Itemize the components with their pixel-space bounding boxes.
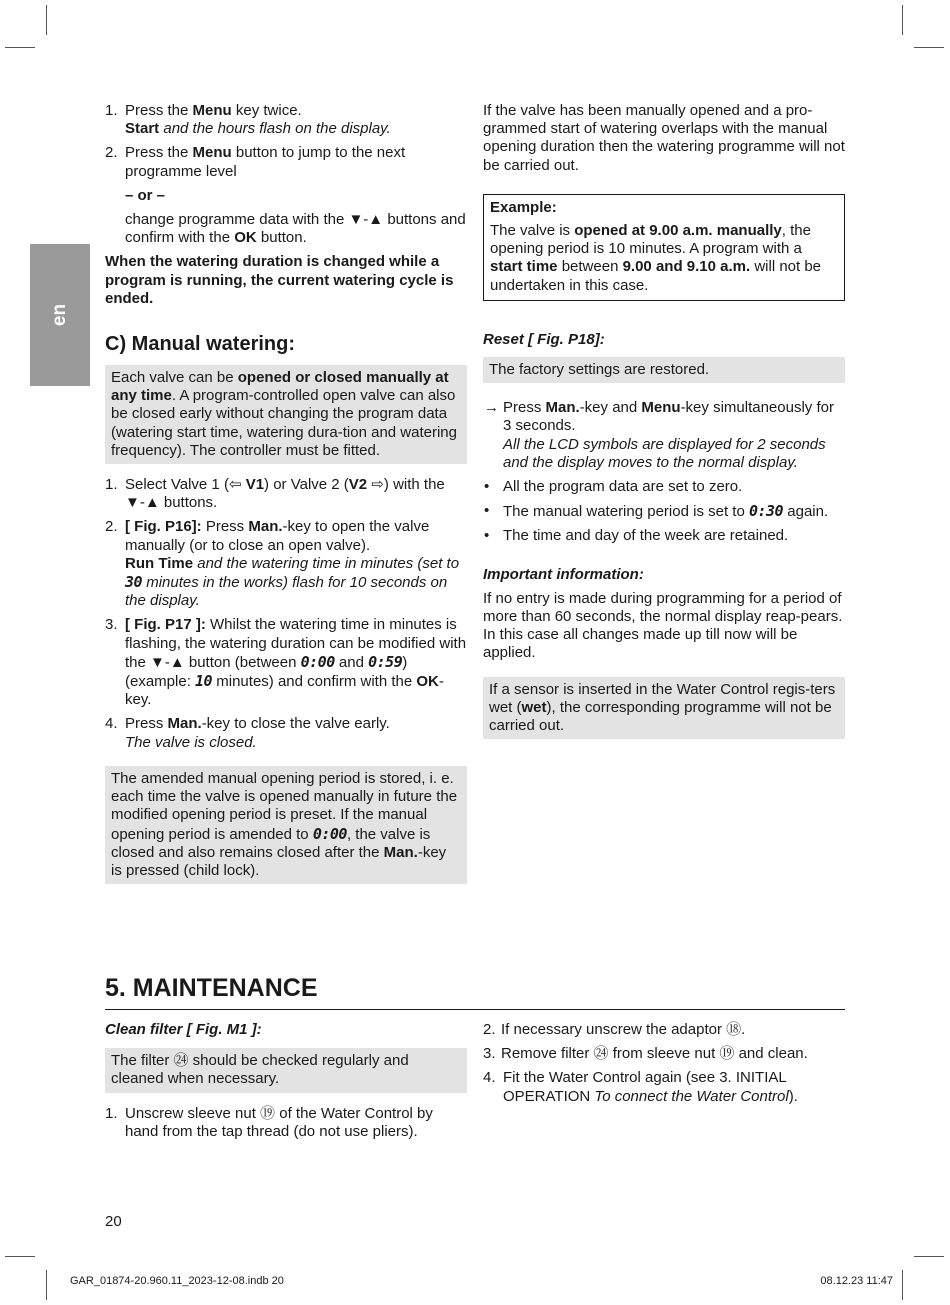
step-result: All the LCD symbols are displayed for 2 seconds and the display moves to the normal display.	[503, 435, 826, 471]
step-text: -key.	[125, 673, 444, 709]
list-item	[483, 1045, 845, 1063]
crop-mark	[5, 47, 35, 48]
list-item	[483, 502, 845, 521]
list-item	[483, 399, 845, 472]
key-name: Menu	[641, 399, 681, 417]
valve-label: V2	[348, 476, 368, 494]
key-name: Man.	[383, 843, 418, 861]
manual-steps	[105, 476, 467, 752]
example-text: will not be undertaken in this case.	[490, 258, 822, 294]
step-result: and the watering time in minutes (set to	[193, 554, 460, 572]
step-number: 2.	[105, 144, 118, 162]
menu-steps	[105, 102, 467, 247]
important-text: If no entry is made during programming for a period of more than 60 seconds, the normal display reap-pears. In this case all changes made up till now will be applied.	[483, 589, 843, 662]
step-text: change programme data with the ▼-▲ buttons and confirm with the	[125, 211, 466, 247]
arrow-right-icon: ⇨	[367, 476, 384, 494]
figure-ref: [ Fig. P17 ]:	[125, 616, 206, 634]
display-label: Start	[125, 120, 160, 138]
step-text: Press the	[125, 102, 193, 119]
figure-ref: [ Fig. P16]:	[125, 518, 202, 536]
list-item	[105, 144, 467, 247]
info-box: The filter ㉔ should be checked regularly and cleaned when necessary.	[105, 1048, 467, 1092]
step-text: key twice.	[231, 102, 302, 119]
step-number: 2.	[483, 1021, 496, 1038]
section-heading: Important information:	[483, 565, 644, 583]
step-text: -key to open the valve manually (or to close an open valve).	[125, 518, 430, 554]
step-number: 3.	[105, 616, 118, 634]
example-text: between	[557, 258, 623, 276]
step-text: ).	[788, 1087, 798, 1105]
right-column	[483, 102, 845, 739]
step-result: minutes in the works) flash for 10 seconds on the display.	[125, 574, 448, 610]
step-reference: To connect the Water Control	[594, 1087, 789, 1105]
left-column	[105, 102, 467, 884]
bullet-text: The manual watering period is set to	[503, 503, 749, 521]
step-number: 1.	[105, 102, 118, 119]
step-text: Press	[503, 399, 546, 417]
example-title: Example:	[490, 198, 557, 216]
list-item	[483, 527, 845, 545]
step-text: Press the	[125, 144, 193, 162]
lcd-value: 0:00	[300, 652, 335, 671]
info-text: . A program-controlled open valve can also be closed early without changing the program data (watering start time, watering dura-tion and watering frequency). The controller must be fitted.	[111, 387, 457, 459]
list-item	[105, 476, 467, 512]
step-text: ) or Valve 2 (	[264, 476, 349, 494]
info-text: The amended manual opening period is stored, i. e. each time the valve is opened manually in future the modified opening period is preset. If the manual opening period is amended to	[111, 769, 458, 843]
crop-mark	[5, 1256, 35, 1257]
step-text: -key and	[579, 399, 642, 417]
crop-mark	[914, 1256, 944, 1257]
info-box	[105, 365, 467, 464]
step-number: 4.	[105, 715, 118, 733]
maintenance-steps	[105, 1105, 467, 1141]
bullet-text: The time and day of the week are retained.	[503, 527, 789, 545]
step-text: Press	[125, 715, 168, 733]
language-tab-label: en	[49, 303, 70, 327]
step-text: -key to close the valve early.	[201, 715, 390, 733]
maintenance-right	[483, 1021, 845, 1112]
step-alternative	[125, 211, 467, 247]
footer-date: 08.12.23 11:47	[820, 1275, 893, 1287]
info-text: -key is pressed (child lock).	[111, 843, 447, 879]
step-text: button.	[256, 229, 307, 247]
info-text: , the valve is closed and also remains closed after the	[111, 825, 431, 861]
step-text: Press	[201, 518, 249, 536]
bullet-text: All the program data are set to zero.	[503, 478, 743, 496]
key-name: Man.	[545, 399, 580, 417]
list-item	[105, 1105, 467, 1141]
list-item	[105, 616, 467, 709]
crop-mark	[914, 47, 944, 48]
list-item	[105, 102, 467, 138]
valve-label: V1	[241, 476, 265, 494]
step-result: The valve is closed.	[125, 733, 257, 751]
arrow-right-icon: →	[484, 399, 499, 417]
key-name: Menu	[192, 102, 232, 119]
maintenance-left	[105, 1021, 467, 1147]
step-text: If necessary unscrew the adaptor ⑱.	[501, 1021, 746, 1038]
step-text: Remove filter ㉔ from sleeve nut ⑲ and clean.	[501, 1045, 808, 1063]
info-text: If a sensor is inserted in the Water Control regis-ters wet (	[489, 680, 836, 716]
bullet-text: again.	[783, 503, 829, 521]
step-text: Whilst the watering time in minutes is flashing, the watering duration can be modified with the ▼-▲ button (between	[125, 616, 467, 671]
info-text: Each valve can be	[111, 369, 238, 387]
step-text: ) with the ▼-▲ buttons.	[125, 476, 445, 512]
key-name: Menu	[192, 144, 232, 162]
step-text: button to jump to the next programme level	[125, 144, 406, 180]
step-text: -key simultaneously for 3 seconds.	[503, 399, 834, 435]
lcd-value: 0:59	[368, 652, 403, 671]
key-name: Man.	[167, 715, 202, 733]
key-name: OK	[234, 229, 257, 247]
bullet-icon: •	[484, 478, 490, 496]
step-number: 1.	[105, 1104, 118, 1122]
section-heading: C) Manual watering:	[105, 333, 296, 356]
reset-steps	[483, 399, 845, 545]
overlap-text: If the valve has been manually opened and a pro-grammed start of watering overlaps with the manual opening duration then the watering programme will not be carried out.	[483, 102, 845, 174]
display-label: Run Time	[125, 554, 194, 572]
step-number: 1.	[105, 476, 118, 494]
info-emphasis: wet	[521, 698, 547, 716]
step-text: ) (example:	[125, 653, 408, 691]
info-emphasis: opened or closed manually at any time	[111, 369, 449, 405]
section-heading: Reset [ Fig. P18]:	[483, 330, 605, 348]
section-heading: Clean filter [ Fig. M1 ]:	[105, 1021, 262, 1038]
lcd-value: 10	[195, 672, 213, 691]
list-item	[105, 518, 467, 610]
info-box: The factory settings are restored.	[483, 357, 845, 383]
step-text: minutes) and confirm with the	[212, 673, 417, 691]
bullet-icon: •	[484, 527, 490, 545]
example-emphasis: opened at 9.00 a.m. manually	[574, 222, 782, 240]
or-separator: – or –	[125, 186, 166, 204]
arrow-left-icon: ⇦	[228, 476, 242, 494]
list-item	[483, 478, 845, 496]
step-number: 4.	[483, 1069, 496, 1087]
list-item	[483, 1069, 845, 1105]
footer-file-info: GAR_01874-20.960.11_2023-12-08.indb 20	[70, 1275, 284, 1287]
info-box	[105, 766, 467, 884]
example-emphasis: 9.00 and 9.10 a.m.	[622, 258, 751, 276]
warning-text: When the watering duration is changed while a program is running, the current watering cycle is ended.	[105, 253, 454, 307]
lcd-value: 0:30	[748, 502, 784, 521]
step-text: Fit the Water Control again (see 3. INITIAL OPERATION	[503, 1069, 787, 1105]
maintenance-title: 5. MAINTENANCE	[105, 973, 845, 1010]
crop-mark	[46, 1270, 47, 1300]
example-box	[483, 194, 845, 301]
key-name: Man.	[248, 518, 283, 536]
list-item	[483, 1021, 845, 1039]
info-text: ), the corresponding programme will not be carried out.	[489, 698, 832, 735]
step-number: 3.	[483, 1045, 496, 1063]
lcd-value: 30	[125, 573, 143, 592]
info-box	[483, 677, 845, 740]
example-text: , the opening period is 10 minutes. A program with a	[490, 222, 811, 258]
step-text: Unscrew sleeve nut ⑲ of the Water Control by hand from the tap thread (do not use pliers).	[125, 1104, 433, 1140]
step-result: and the hours flash on the display.	[159, 120, 391, 138]
step-number: 2.	[105, 518, 118, 536]
page-number: 20	[105, 1213, 122, 1230]
key-name: OK	[416, 673, 439, 691]
crop-mark	[46, 5, 47, 35]
bullet-icon: •	[484, 502, 490, 520]
step-text: Select Valve 1 (	[125, 476, 229, 494]
lcd-value: 0:00	[312, 824, 347, 843]
example-emphasis: start time	[490, 258, 558, 276]
language-tab	[30, 244, 90, 386]
crop-mark	[902, 1270, 903, 1300]
crop-mark	[902, 5, 903, 35]
maintenance-steps	[483, 1021, 845, 1106]
step-text: and	[334, 653, 369, 671]
list-item	[105, 715, 467, 751]
example-text: The valve is	[490, 222, 575, 240]
